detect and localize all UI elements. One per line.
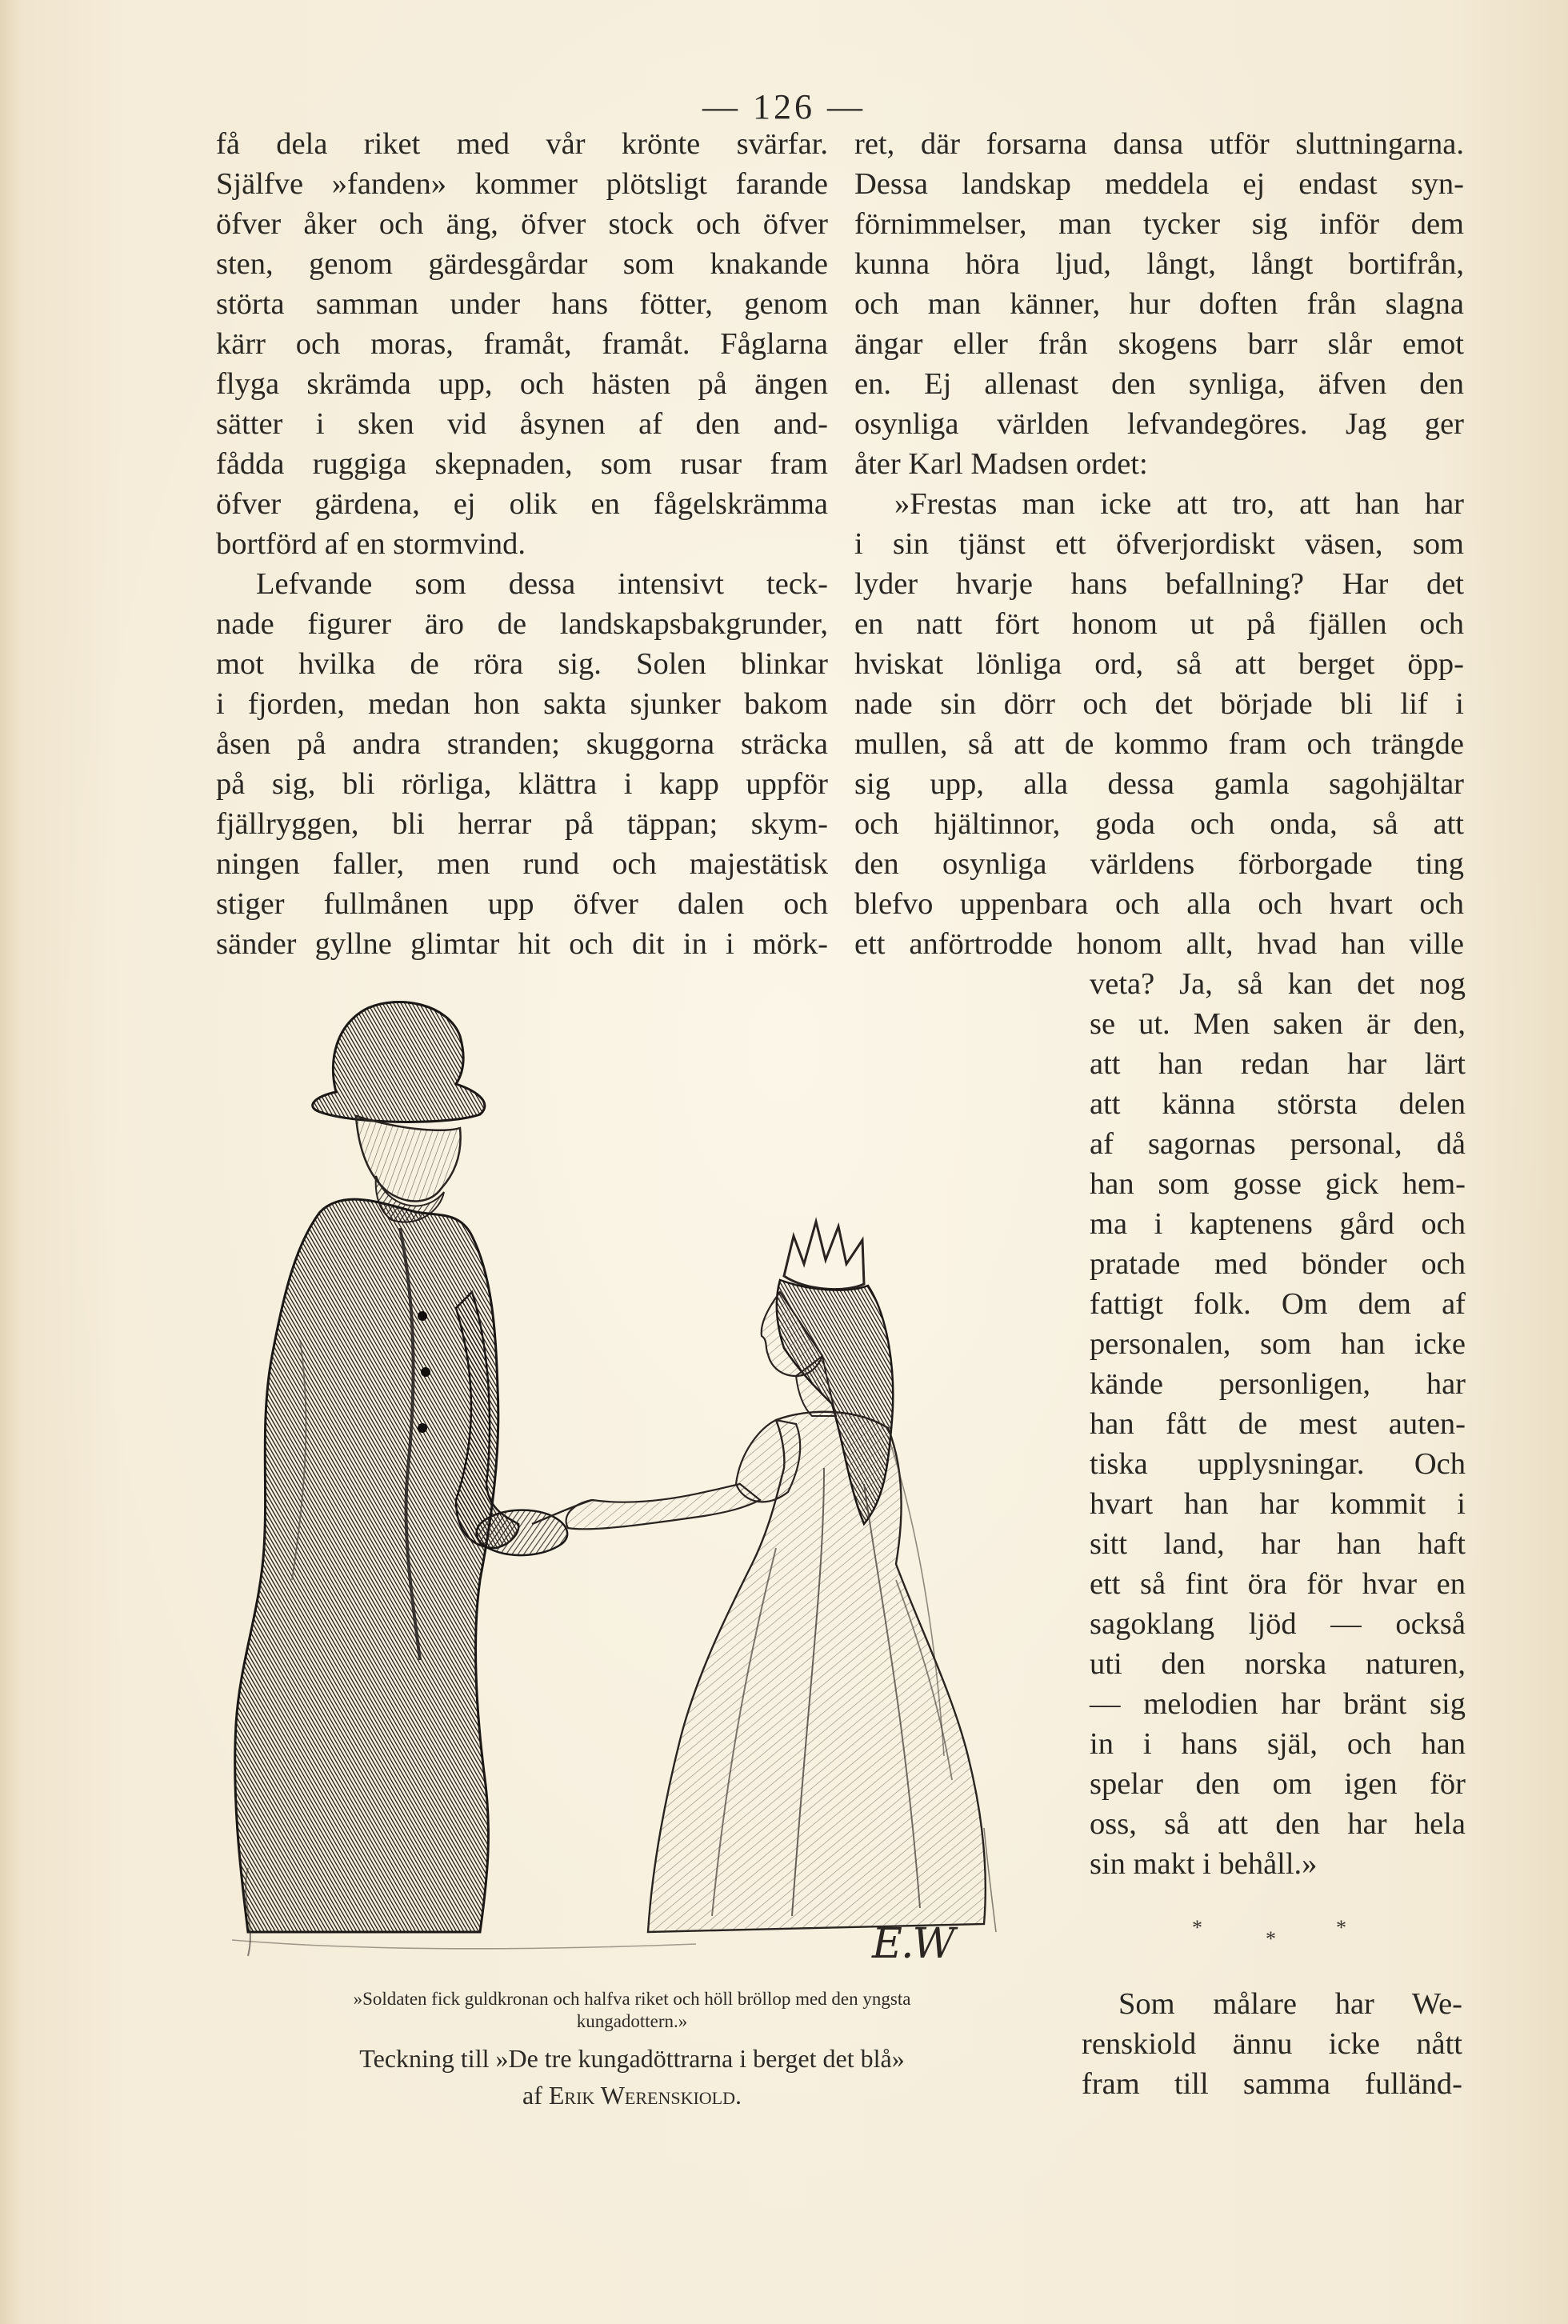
text-line: sätter i sken vid åsynen af den and- [216, 407, 828, 441]
text-line: mullen, så att de kommo fram och trängde [854, 727, 1464, 761]
text-line: sten, genom gärdesgårdar som knakande [216, 247, 828, 281]
artist-monogram: E.W [872, 1920, 954, 1968]
text-line: i fjorden, medan hon sakta sjunker bakom [216, 687, 828, 721]
text-line: blefvo uppenbara och alla och hvart och [854, 887, 1464, 921]
text-line: ett anförtrodde honom allt, hvad han ville [854, 927, 1464, 961]
text-line: Dessa landskap meddela ej endast syn- [854, 167, 1464, 201]
illustration-caption [232, 1988, 1032, 2033]
text-line: fram till samma fulländ- [1082, 2067, 1462, 2101]
text-line: den osynliga världens förborgade ting [854, 847, 1464, 881]
page-number: — 126 — [702, 87, 866, 126]
right-column-bottom [1082, 1984, 1462, 2104]
asterisk: * [1192, 1916, 1202, 1939]
text-line: pratade med bönder och [1090, 1247, 1466, 1281]
text-line: åter Karl Madsen ordet: [854, 447, 1148, 481]
text-line: »Frestas man icke att tro, att han har [894, 487, 1464, 521]
text-line: lyder hvarje hans befallning? Har det [854, 567, 1464, 601]
text-line: flyga skrämda upp, och hästen på ängen [216, 367, 828, 401]
text-line: hvart han har kommit i [1090, 1487, 1466, 1521]
text-line: ett så fint öra för hvar en [1090, 1567, 1466, 1601]
text-line: ret, där forsarna dansa utför sluttningarna. [854, 127, 1464, 161]
text-line: fjällryggen, bli herrar på täppan; skym- [216, 807, 828, 841]
text-line: oss, så att den har hela [1090, 1807, 1466, 1841]
text-line: förnimmelser, man tycker sig inför dem [854, 207, 1464, 241]
text-line: och hjältinnor, goda och onda, så att [854, 807, 1464, 841]
text-line: åsen på andra stranden; skuggorna sträcka [216, 727, 828, 761]
illustration-soldier-and-princess [216, 972, 1084, 1980]
right-column-narrow [1090, 964, 1466, 1884]
text-line: att han redan har lärt [1090, 1047, 1466, 1081]
text-line: att känna största delen [1090, 1087, 1466, 1121]
text-line: — melodien har bränt sig [1090, 1687, 1466, 1721]
text-line: kunna höra ljud, långt, långt bortifrån, [854, 247, 1464, 281]
text-line: i sin tjänst ett öfverjordiskt väsen, som [854, 527, 1464, 561]
text-line: han som gosse gick hem- [1090, 1167, 1466, 1201]
text-line: sig upp, alla dessa gamla sagohjältar [854, 767, 1464, 801]
asterisk: * [1266, 1927, 1276, 1950]
text-line: hviskat lönliga ord, så att berget öpp- [854, 647, 1464, 681]
text-line: ningen faller, men rund och majestätisk [216, 847, 828, 881]
left-column [216, 124, 828, 964]
text-line: renskiold ännu icke nått [1082, 2027, 1462, 2061]
caption-quote-line: kungadottern.» [576, 2011, 688, 2031]
princess-figure [566, 1222, 996, 1932]
text-line: mot hvilka de röra sig. Solen blinkar [216, 647, 828, 681]
text-line: kände personligen, har [1090, 1367, 1466, 1401]
text-line: sitt land, har han haft [1090, 1527, 1466, 1561]
text-line: ma i kaptenens gård och [1090, 1207, 1466, 1241]
text-line: tiska upplysningar. Och [1090, 1447, 1466, 1481]
caption-credit-prefix: af [522, 2081, 542, 2110]
text-line: sin makt i behåll.» [1090, 1847, 1318, 1881]
text-line: störta samman under hans fötter, genom [216, 287, 828, 321]
text-line: ängar eller från skogens barr slår emot [854, 327, 1464, 361]
text-line: en. Ej allenast den synliga, äfven den [854, 367, 1464, 401]
text-line: Som målare har We- [1118, 1987, 1462, 2021]
text-line: fådda ruggiga skepnaden, som rusar fram [216, 447, 828, 481]
text-line: Själfve »fanden» kommer plötsligt farande [216, 167, 828, 201]
caption-credit-name: Erik Werenskiold. [548, 2081, 742, 2110]
text-line: öfver gärdena, ej olik en fågelskrämma [216, 487, 828, 521]
text-line: öfver åker och äng, öfver stock och öfver [216, 207, 828, 241]
text-line: han fått de mest auten- [1090, 1407, 1466, 1441]
asterisk: * [1336, 1916, 1346, 1939]
text-line: nade figurer äro de landskapsbakgrunder, [216, 607, 828, 641]
text-line: en natt fört honom ut på fjällen och [854, 607, 1464, 641]
text-line: spelar den om igen för [1090, 1767, 1466, 1801]
text-line: och man känner, hur doften från slagna [854, 287, 1464, 321]
text-line: uti den norska naturen, [1090, 1647, 1466, 1681]
text-line: veta? Ja, så kan det nog [1090, 967, 1466, 1001]
text-line: sagoklang ljöd — också [1090, 1607, 1466, 1641]
text-line: på sig, bli rörliga, klättra i kapp uppför [216, 767, 828, 801]
text-line: fattigt folk. Om dem af [1090, 1287, 1466, 1321]
text-line: sänder gyllne glimtar hit och dit in i mörk- [216, 927, 828, 961]
caption-quote-line: »Soldaten fick guldkronan och halfva riket och höll bröllop med den yngsta [353, 1989, 911, 2009]
page-edge-shadow [0, 0, 19, 2324]
text-line: personalen, som han icke [1090, 1327, 1466, 1361]
illustration-credit [232, 2040, 1032, 2114]
text-line: stiger fullmånen upp öfver dalen och [216, 887, 828, 921]
text-line: in i hans själ, och han [1090, 1727, 1466, 1761]
soldier-figure [235, 1002, 519, 1956]
right-column [854, 124, 1464, 964]
text-line: få dela riket med vår krönte svärfar. [216, 127, 828, 161]
text-line: kärr och moras, framåt, framåt. Fåglarna [216, 327, 828, 361]
text-line: af sagornas personal, då [1090, 1127, 1466, 1161]
text-line: bortförd af en stormvind. [216, 527, 526, 561]
text-line: se ut. Men saken är den, [1090, 1007, 1466, 1041]
text-line: nade sin dörr och det började bli lif i [854, 687, 1464, 721]
text-line: Lefvande som dessa intensivt teck- [256, 567, 828, 601]
caption-credit-line [232, 2077, 1032, 2114]
caption-credit-line: Teckning till »De tre kungadöttrarna i berget det blå» [359, 2044, 905, 2073]
text-line: osynliga världen lefvandegöres. Jag ger [854, 407, 1464, 441]
